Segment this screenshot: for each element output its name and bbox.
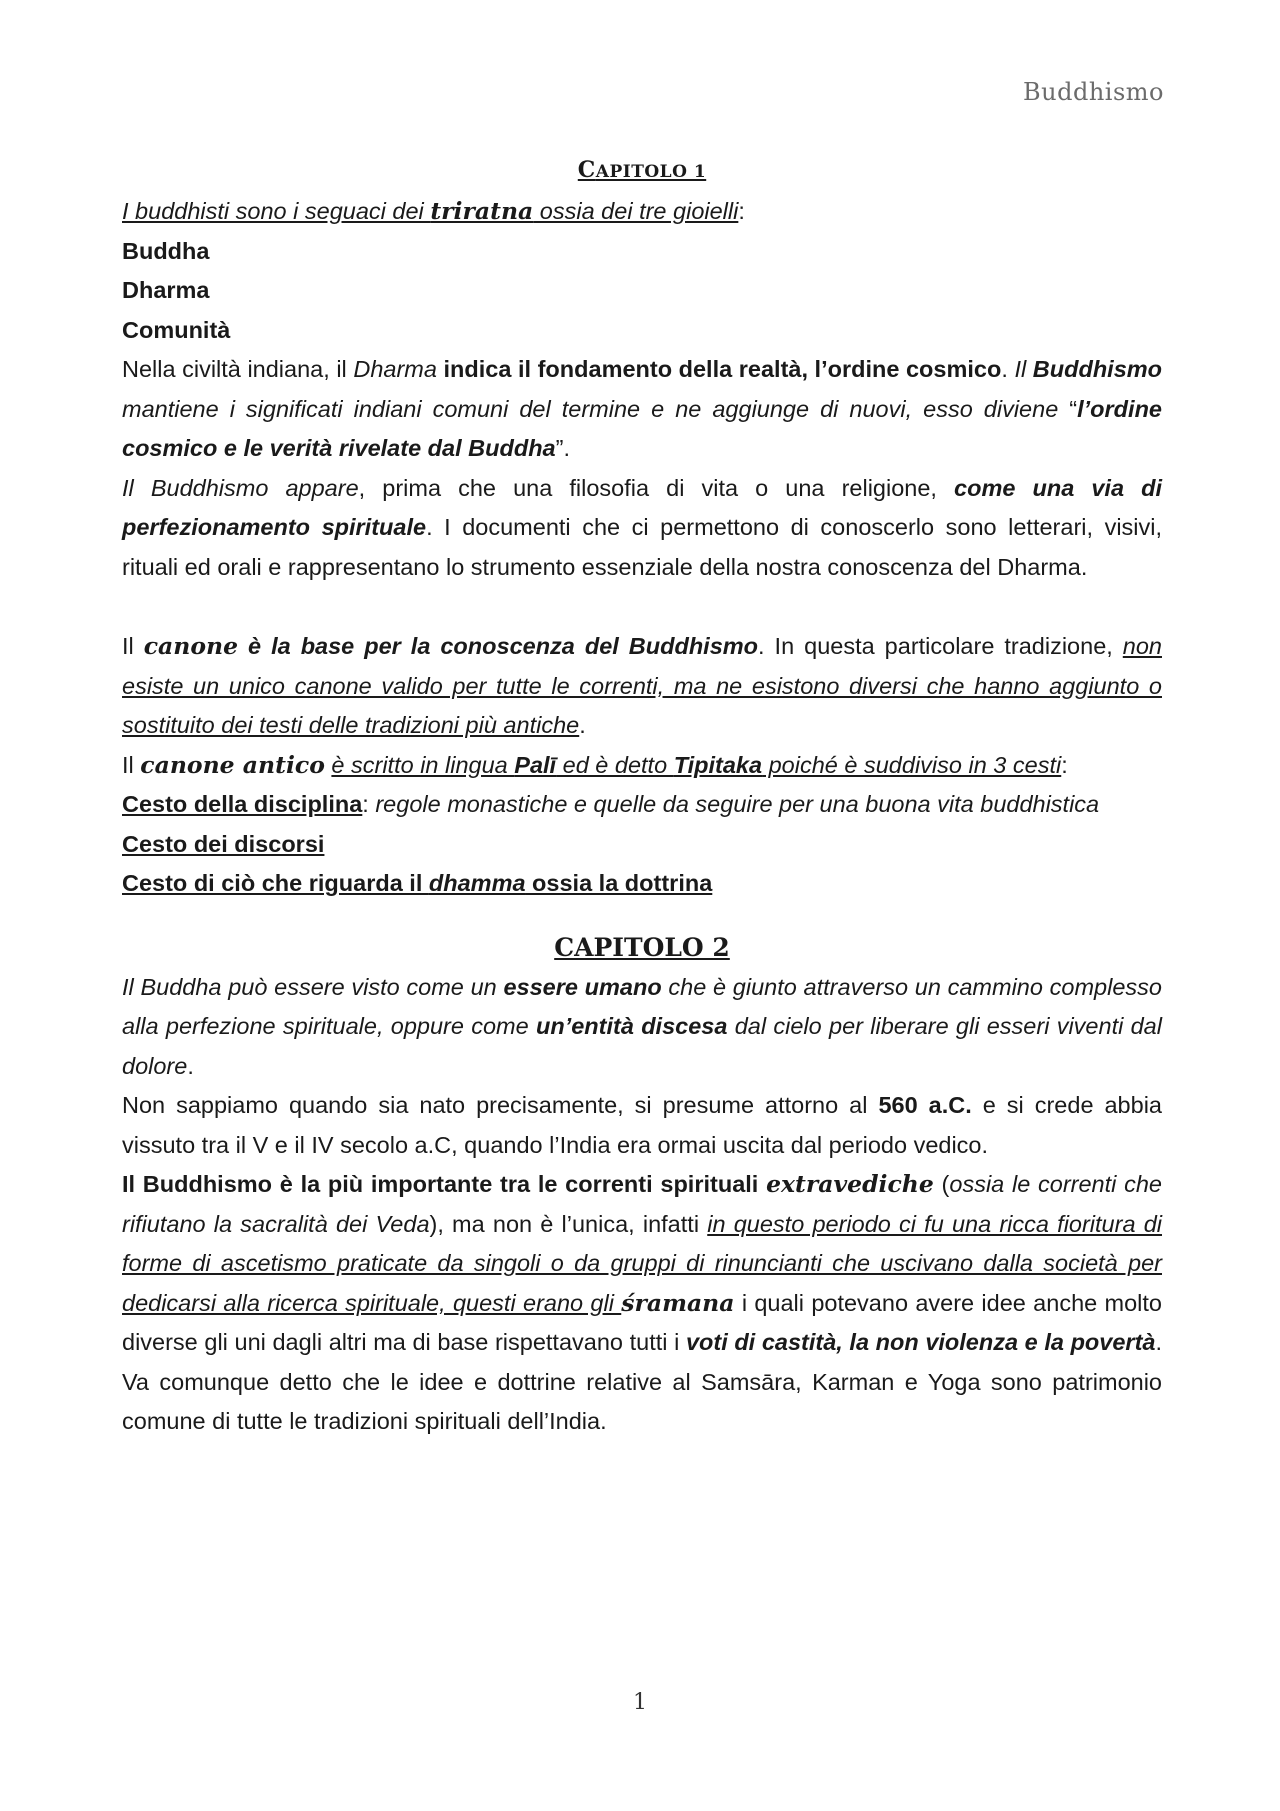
paragraph-spacer bbox=[122, 587, 1162, 627]
document-body bbox=[122, 150, 1162, 1442]
jewel-item-dharma: Dharma bbox=[122, 277, 210, 303]
chapter-2-paragraph-1: Il Buddha può essere visto come un essere umano che è giunto attraverso un cammino complesso alla perfezione spirituale, oppure come un’entità discesa dal cielo per liberare gli esseri viventi dal dolore. bbox=[122, 973, 1162, 1079]
chapter-2-title: CAPITOLO 2 bbox=[554, 932, 730, 962]
basket-item-disciplina: Cesto della disciplina: regole monastiche e quelle da seguire per una buona vita buddhistica bbox=[122, 791, 1100, 817]
chapter-1-title bbox=[122, 150, 1162, 192]
intro-term: triratna bbox=[430, 197, 534, 225]
chapter-1-paragraph-4: Il canone antico è scritto in lingua Palī ed è detto Tipitaka poiché è suddiviso in 3 cesti: bbox=[122, 750, 1068, 779]
chapter-1-title-initial: C bbox=[577, 157, 596, 183]
running-header: Buddhismo bbox=[1023, 78, 1164, 106]
intro-text-1: I buddhisti sono i seguaci dei bbox=[122, 198, 431, 224]
intro-colon: : bbox=[738, 198, 745, 224]
jewel-item-comunita: Comunità bbox=[122, 316, 231, 343]
chapter-2-paragraph-3: Il Buddhismo è la più importante tra le correnti spirituali extravediche (ossia le correnti che rifiutano la sacralità dei Veda), ma non è l’unica, infatti in questo periodo ci fu una ricca fioritura di forme di ascetismo praticate da singoli o da gruppi di rinuncianti che uscivano dalla società per dedicarsi alla ricerca spirituale, questi erano gli śramana i quali potevano avere idee anche molto diverse gli uni dagli altri ma di base rispettavano tutti i voti di castità, la non violenza e la povertà. Va comunque detto che le idee e dottrine relative al Samsāra, Karman e Yoga sono patrimonio comune di tutte le tradizioni spirituali dell’India. bbox=[122, 1170, 1162, 1434]
jewel-item-buddha: Buddha bbox=[122, 237, 210, 264]
chapter-1-paragraph-2: Il Buddhismo appare, prima che una filosofia di vita o una religione, come una via di perfezionamento spirituale. I documenti che ci permettono di conoscerlo sono letterari, visivi, rituali ed orali e rappresentano lo strumento essenziale della nostra conoscenza del Dharma. bbox=[122, 474, 1163, 580]
chapter-1-paragraph-3: Il canone è la base per la conoscenza del Buddhismo. In questa particolare tradizione, non esiste un unico canone valido per tutte le correnti, ma ne esistono diversi che hanno aggiunto o sostituito dei testi delle tradizioni più antiche. bbox=[122, 632, 1162, 738]
chapter-1-intro bbox=[122, 192, 1162, 232]
chapter-1-paragraph-1: Nella civiltà indiana, il Dharma indica il fondamento della realtà, l’ordine cosmico. Il Buddhismo mantiene i significati indiani comuni del termine e ne aggiunge di nuovi, esso diviene “l’ordine cosmico e le verità rivelate dal Buddha”. bbox=[122, 356, 1163, 461]
intro-text-2: ossia dei tre gioielli bbox=[533, 198, 739, 224]
page-number: 1 bbox=[633, 1690, 647, 1715]
chapter-1-title-rest: APITOLO 1 bbox=[595, 162, 707, 182]
basket-item-dhamma: Cesto di ciò che riguarda il dhamma ossia la dottrina bbox=[122, 870, 713, 896]
chapter-2-paragraph-2: Non sappiamo quando sia nato precisamente, si presume attorno al 560 a.C. e si crede abbia vissuto tra il V e il IV secolo a.C, quando l’India era ormai uscita dal periodo vedico. bbox=[122, 1092, 1162, 1158]
basket-item-discorsi: Cesto dei discorsi bbox=[122, 830, 325, 857]
